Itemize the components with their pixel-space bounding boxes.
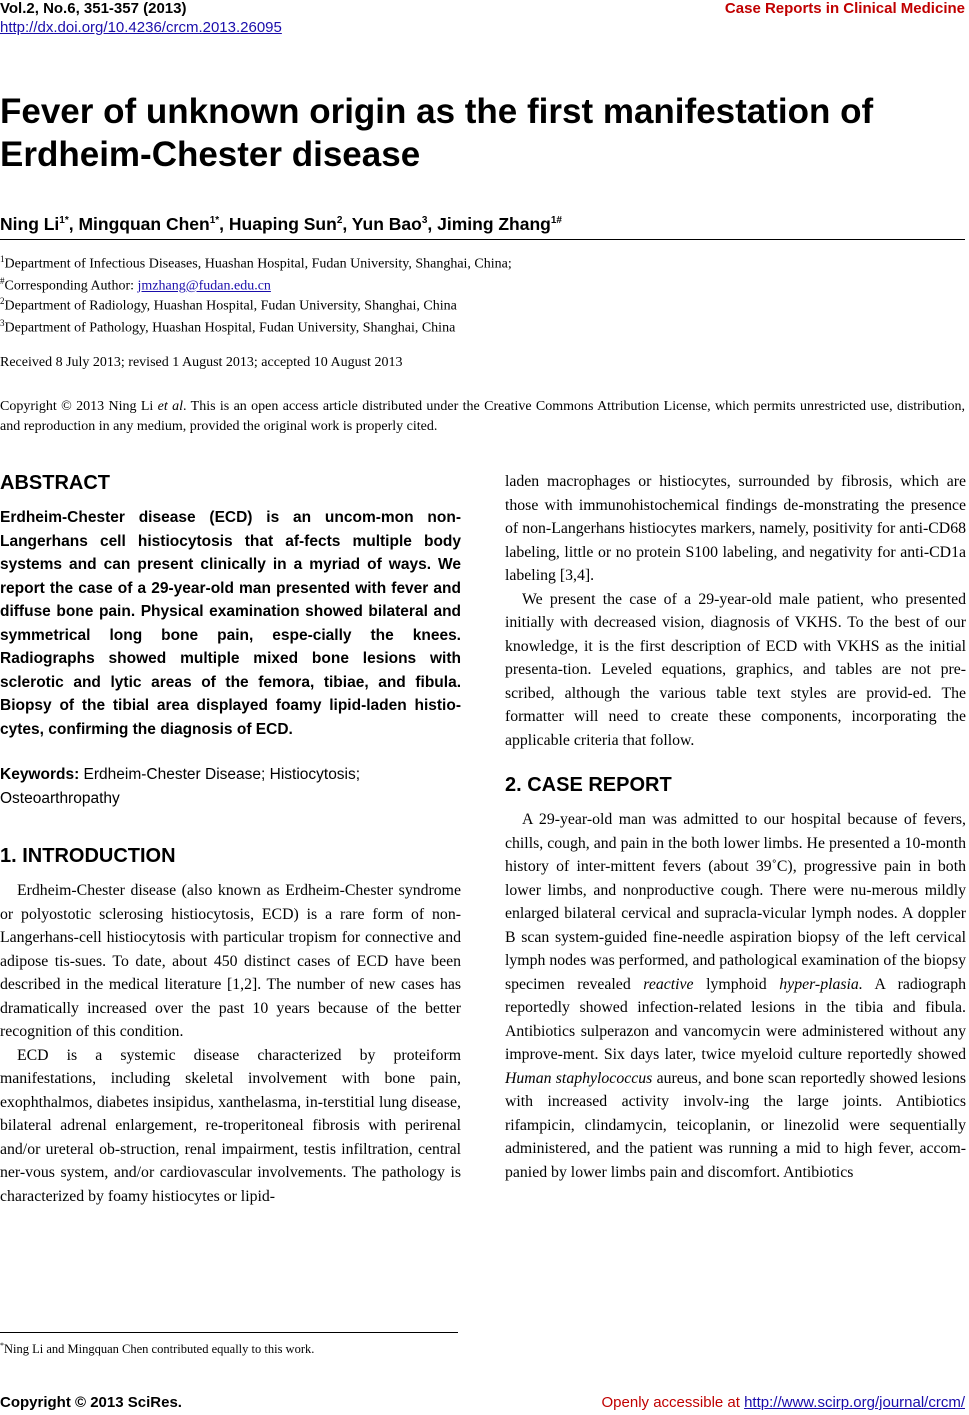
case-report-paragraph (505, 808, 966, 1184)
right-column (505, 470, 966, 1184)
corresponding-label: Corresponding Author: (4, 278, 138, 294)
author-name: Jiming Zhang (437, 213, 551, 234)
title-line-2: Erdheim-Chester disease (0, 135, 421, 174)
intro-paragraph-3: We present the case of a 29-year-old male patient, who presented initially with decreased vision, diagnosis of VKHS. To the best of our knowledge, it is the first description of ECD with VKHS as the initial presenta-tion. Leveled equations, graphics, and tables are not pre-scribed, although the various table text styles are provid-ed. The formatter will need to create these components, incorporating the applicable criteria that follow. (505, 590, 966, 749)
journal-name: Case Reports in Clinical Medicine (724, 0, 965, 17)
case-text-b: lymphoid (693, 975, 780, 993)
abstract-text: Erdheim-Chester disease (ECD) is an uncom-mon non-Langerhans cell histiocytosis that af-fects multiple body systems and can present clinically in a myriad of ways. We report the case of a 29-year-old man presented with fever and diffuse bone pain. Physical examination showed bilateral and symmetrical long bone pain, espe-cially the knees. Radiographs showed multiple mixed bone lesions with sclerotic and lytic areas of the femora, tibiae, and fibula. Biopsy of the tibial area displayed foamy lipid-laden histio-cytes, confirming the diagnosis of ECD. (0, 509, 461, 738)
copyright-notice (0, 397, 965, 437)
case-text-d: aureus, and bone scan reportedly showed lesions with increased activity involv-ing the large joints. Antibiotics rifampicin, clindamycin, teicoplanin, or linezolid were sequentially administered, and the patient was running a mid to high fever, accom-panied by lower limbs pain and discomfort. Antibiotics (505, 1069, 966, 1181)
affiliation-text: Department of Pathology, Huashan Hospital, Fudan University, Shanghai, China (4, 320, 456, 336)
introduction-paragraph-1: Erdheim-Chester disease (also known as Erdheim-Chester syndrome or polyostotic sclerosing histiocytosis, ECD) is a rare form of non-Langerhans-cell histiocytosis with particular tropism for connective and adipose tis-sues. To date, about 450 distinct cases of ECD have been described in the medical literature [1,2]. The number of new cases has dramatically increased over the past 10 years because of the better recognition of this condition. (0, 882, 461, 1040)
author-sup: 1# (550, 215, 562, 226)
affiliation-sup: 3 (0, 318, 5, 328)
keywords-label: Keywords: (0, 766, 80, 783)
author-sup: 1* (209, 215, 220, 226)
doi-link[interactable] (0, 19, 282, 37)
introduction-paragraph-2: ECD is a systemic disease characterized by proteiform manifestations, including skeletal involvement with bone pain, exophthalmos, diabetes insipidus, xanthelasma, in-terstitial lung disease, bilateral adrenal enlargement, re-troperitoneal fibrosis with perirenal and/or ureteral ob-struction, renal impairment, testis infiltration, central ner-vous system, and/or cardiovascular involvements. The pathology is characterized by foamy histiocytes or lipid- (0, 1046, 461, 1205)
affiliation-sup: # (0, 276, 5, 286)
case-italic-staphylococcus: Human staphylococcus (505, 1069, 653, 1087)
author-list: Ning $Li^{1*}$, Mingquan Chen$^{1*}$, Huaping Sun$^2$, Yun Bao$^3$, Jiming Zhang$^{1\#}$ (0, 213, 562, 234)
author-sup: 3 (421, 215, 428, 226)
affiliation-sup: 1 (0, 254, 5, 264)
journal-url-link[interactable]: http://www.scirp.org/journal/crcm/ (744, 1394, 965, 1411)
affiliation-text: Department of Radiology, Huashan Hospital, Fudan University, Shanghai, China (4, 298, 457, 314)
keywords-text: Erdheim-Chester Disease; Histiocytosis; Osteoarthropathy (0, 766, 361, 807)
case-italic-reactive: reactive (643, 975, 694, 993)
case-report-heading: 2. CASE REPORT (505, 774, 672, 796)
left-column (0, 470, 461, 1208)
title-line-1: Fever of unknown origin as the first manifestation of (0, 92, 874, 131)
keywords (0, 763, 461, 810)
header-divider (0, 239, 965, 240)
doi-link-text[interactable]: http://dx.doi.org/10.4236/crcm.2013.26095 (0, 19, 282, 36)
footer-access (602, 1394, 965, 1412)
footnote-sup: * (0, 1341, 4, 1350)
author-sup: 1* (59, 215, 69, 226)
copyright-etal: et al (157, 399, 184, 414)
case-text-a: A 29-year-old man was admitted to our hospital because of fevers, chills, cough, and pain in the both lower limbs. He presented a 10-month history of inter-mittent fevers (about 39˚C), progressive pain in both lower limbs, and nonproductive cough. There were nu-merous mildly enlarged bilateral cervical and supracla-vicular lymph nodes. A doppler B scan system-guided fine-needle aspiration biopsy of the left cervical lymph nodes was performed, and pathological examination of the biopsy specimen revealed (505, 811, 966, 993)
affiliation-sup: 2 (0, 296, 5, 306)
footnote (0, 1338, 314, 1357)
introduction-heading: 1. INTRODUCTION (0, 845, 176, 867)
affiliation-3 (0, 314, 455, 338)
journal-issue: Vol.2, No.6, 351-357 (2013) (0, 0, 187, 17)
footnote-divider (0, 1332, 458, 1333)
footer-copyright: Copyright © 2013 SciRes. (0, 1394, 182, 1411)
affiliation-2 (0, 292, 457, 316)
article-title (0, 90, 969, 176)
affiliation-text: Department of Infectious Diseases, Huashan Hospital, Fudan University, Shanghai, China; (4, 256, 512, 272)
intro-paragraph-continued: laden macrophages or histiocytes, surrounded by fibrosis, which are those with immunohistochemical findings de-monstrating the presence of non-Langerhans histiocytes markers, namely, positivity for anti-CD68 labeling, little or no protein S100 labeling, and negativity for anti-CD1a labeling [3,4]. (505, 473, 966, 584)
author-name: Yun Bao (351, 213, 422, 234)
footer-access-label: Openly accessible at (601, 1394, 745, 1411)
footnote-text: Ning Li and Mingquan Chen contributed equally to this work. (4, 1342, 315, 1357)
case-text-c: A radiograph reportedly showed infection-related lesions in the tibia and fibula. Antibiotics sulperazon and vancomycin were administered without any improve-ment. Six days later, twice myeloid culture reportedly showed (505, 975, 966, 1063)
abstract-heading: ABSTRACT (0, 472, 110, 494)
author-name: Huaping Sun (228, 213, 337, 234)
author-name: Mingquan Chen (78, 213, 210, 234)
case-italic-hyperplasia: hyper-plasia. (779, 975, 863, 993)
affiliation-1 (0, 250, 512, 274)
received-dates: Received 8 July 2013; revised 1 August 2013; accepted 10 August 2013 (0, 355, 403, 370)
author-sup: 2 (336, 215, 343, 226)
corresponding-email-link[interactable]: jmzhang@fudan.edu.cn (137, 278, 271, 294)
author-name: Ning Li (0, 213, 60, 234)
copyright-after: . This is an open access article distributed under the Creative Commons Attribution License, which permits unrestricted use, distribution, and reproduction in any medium, provided the original work is properly cited. (0, 399, 966, 434)
copyright-before: Copyright © 2013 Ning Li (0, 399, 158, 414)
